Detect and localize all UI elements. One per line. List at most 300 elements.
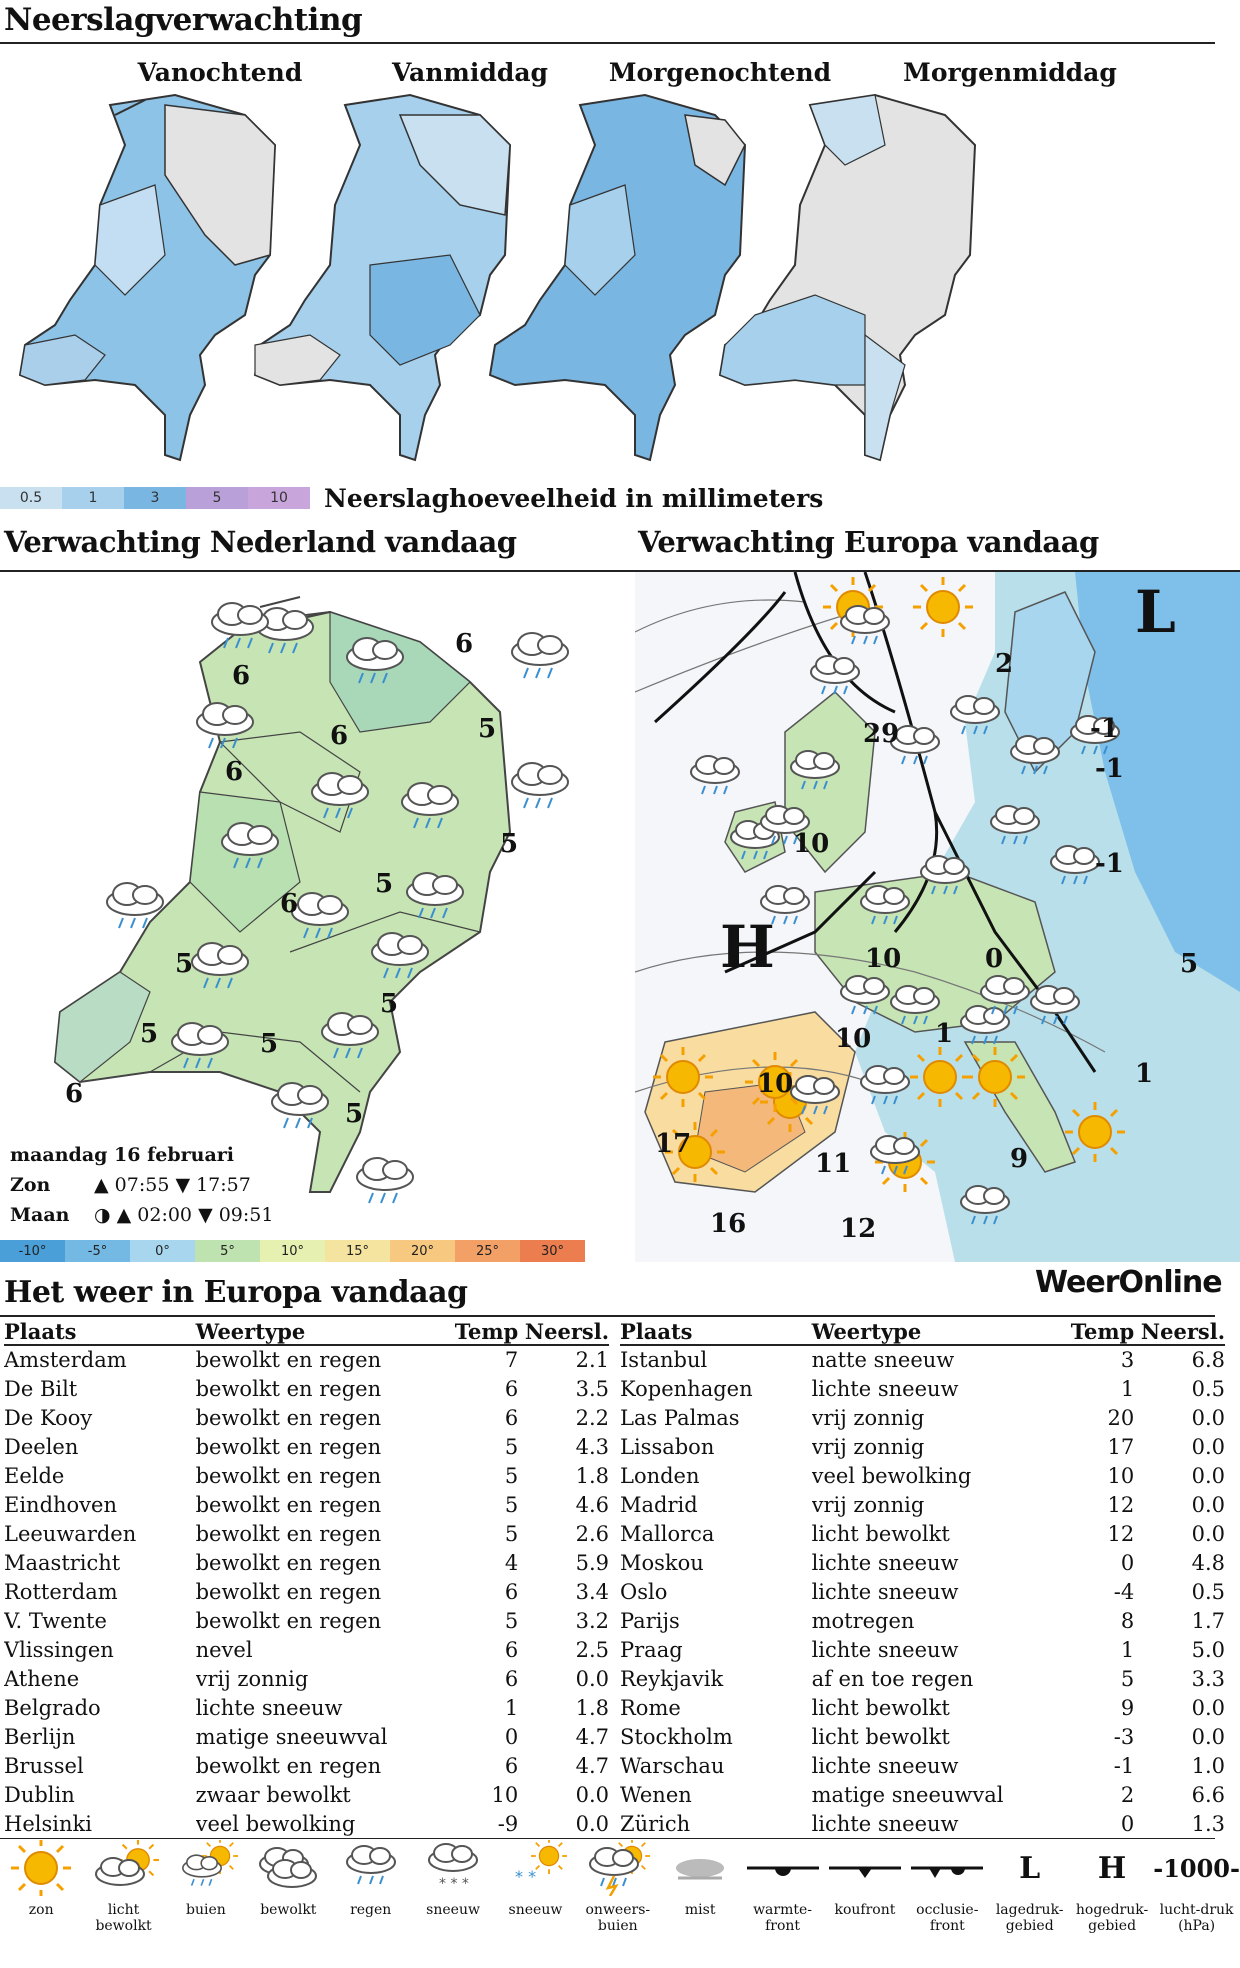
cell-temp: 5 [1120,1666,1135,1691]
nl-temp-2: 6 [455,629,474,659]
table-title: Het weer in Europa vandaag [4,1275,468,1310]
nl-temp-10: 5 [260,1029,279,1059]
table-header-row [620,1318,1225,1345]
table-row [4,1403,609,1432]
cell-precip: 2.2 [575,1405,609,1430]
temp-step-3: 0° [130,1240,195,1262]
nl-temp-6: 5 [375,869,394,899]
table-row [620,1403,1225,1432]
cell-temp: 12 [1107,1492,1135,1517]
legend-item-cloudy [247,1840,329,1968]
cell-precip: 6.8 [1191,1348,1225,1372]
eu-temp-11: 17 [655,1129,692,1159]
sun-moon-info [10,1140,273,1230]
nl-temp-13: 6 [65,1079,84,1109]
cell-place: Helsinki [4,1811,92,1836]
cell-place: Brussel [4,1753,84,1778]
cell-weather-type: bewolkt en regen [195,1579,382,1604]
cold-front-icon [825,1840,905,1896]
cell-weather-type: bewolkt en regen [195,1753,382,1778]
table-row [4,1461,609,1490]
table-row [620,1374,1225,1403]
table-row [620,1519,1225,1548]
cell-place: Reykjavik [620,1666,724,1691]
legend-step-4: 5 [186,487,248,509]
nl-temp-4: 5 [478,714,497,744]
cell-temp: 6 [504,1753,519,1778]
cell-temp: 12 [1107,1521,1135,1546]
cell-weather-type: bewolkt en regen [195,1608,382,1633]
nl-temp-12: 5 [345,1099,364,1129]
table-row [4,1519,609,1548]
page-title: Neerslagverwachting [4,2,363,38]
legend-item-partly-cloudy [82,1840,164,1968]
high-pressure-label: H [720,913,775,981]
cell-place: Stockholm [620,1724,733,1749]
cell-precip: 0.0 [1191,1724,1225,1749]
cell-place: Belgrado [4,1695,101,1720]
cell-weather-type: lichte sneeuw [811,1753,959,1778]
legend-step-5: 10 [248,487,310,509]
cell-place: Mallorca [620,1521,715,1546]
cell-precip: 5.9 [575,1550,609,1575]
cell-temp: 1 [1120,1376,1135,1401]
cell-place: Zürich [620,1811,691,1836]
cell-weather-type: bewolkt en regen [195,1405,382,1430]
table-row [4,1577,609,1606]
cell-weather-type: vrij zonnig [195,1666,309,1691]
legend-label: mist [684,1902,716,1918]
legend-label: lucht-druk (hPa) [1159,1902,1234,1934]
cell-place: Eindhoven [4,1492,117,1517]
legend-item-occluded-front [906,1840,988,1968]
temp-step-6: 15° [325,1240,390,1262]
table-header-row [4,1318,609,1345]
cell-place: Kopenhagen [620,1376,753,1401]
cell-weather-type: bewolkt en regen [195,1492,382,1517]
cell-precip: 0.0 [1191,1492,1225,1517]
cell-precip: 6.6 [1191,1782,1225,1807]
table-row [4,1664,609,1693]
table-row [4,1722,609,1751]
cell-precip: 1.8 [575,1695,609,1720]
cell-precip: 1.3 [1191,1811,1225,1836]
fog-icon [665,1840,735,1896]
nl-temp-8: 5 [380,989,399,1019]
legend-item-thunder [577,1840,659,1968]
table-row [620,1693,1225,1722]
precip-legend [0,485,823,511]
header-temp: Temp [438,1318,519,1345]
cell-precip: 3.3 [1191,1666,1225,1691]
nl-temp-11: 5 [140,1019,159,1049]
eu-temp-4: 10 [793,829,830,859]
moon-label: Maan [10,1204,70,1226]
table-row [620,1490,1225,1519]
legend-item-low-pressure [989,1840,1071,1968]
cell-precip: 3.4 [575,1579,609,1604]
temp-step-9: 30° [520,1240,585,1262]
cell-temp: 6 [504,1637,519,1662]
table-row [620,1664,1225,1693]
cell-weather-type: vrij zonnig [811,1434,925,1459]
map-label-2: Vanmiddag [391,58,549,87]
cell-place: Londen [620,1463,700,1488]
cell-weather-type: bewolkt en regen [195,1463,382,1488]
cell-precip: 0.0 [1191,1521,1225,1546]
occluded-front-icon [907,1840,987,1896]
eu-temp-10: 11 [815,1149,852,1179]
sun-times: ▲ 07:55 ▼ 17:57 [94,1174,251,1196]
legend-label: sneeuw [508,1902,563,1918]
eu-temp-16: -1 [1095,849,1124,879]
cell-weather-type: bewolkt en regen [195,1550,382,1575]
cell-temp: 5 [504,1521,519,1546]
cell-weather-type: af en toe regen [811,1666,974,1691]
cell-precip: 5.0 [1191,1637,1225,1662]
eu-temp-12: 16 [710,1209,747,1239]
header-type: Weertype [812,1318,1054,1345]
cell-weather-type: zwaar bewolkt [195,1782,351,1807]
eu-temp-13: 12 [840,1214,877,1244]
low-pressure-label: L [1135,578,1176,646]
table-row [620,1635,1225,1664]
europe-weather-table-left [4,1318,609,1838]
cell-weather-type: vrij zonnig [811,1492,925,1517]
cell-precip: 0.0 [1191,1405,1225,1430]
cell-precip: 4.7 [575,1724,609,1749]
nl-temp-7: 6 [225,757,244,787]
cell-place: Amsterdam [4,1348,127,1372]
table-rule [0,1315,1215,1317]
legend-step-1: 0.5 [0,487,62,509]
cell-temp: 5 [504,1434,519,1459]
cell-temp: 1 [1120,1637,1135,1662]
cell-precip: 1.0 [1191,1753,1225,1778]
legend-item-warm-front [741,1840,823,1968]
map-label-3: Morgenochtend [608,58,832,87]
table-row [620,1809,1225,1838]
cloudy-icon [253,1840,323,1896]
cell-weather-type: motregen [811,1608,915,1633]
legend-label: licht bewolkt [95,1902,152,1934]
eu-temp-9: 10 [757,1069,794,1099]
sun-row [10,1170,273,1200]
legend-label: lagedruk-gebied [995,1902,1064,1934]
legend-item-cold-front [824,1840,906,1968]
cell-place: Rotterdam [4,1579,118,1604]
map-label-1: Vanochtend [137,58,303,87]
showers-icon [171,1840,241,1896]
legend-step-2: 1 [62,487,124,509]
cell-place: Moskou [620,1550,704,1575]
table-row [4,1345,609,1374]
legend-label: sneeuw [426,1902,480,1918]
legend-item-showers [165,1840,247,1968]
nl-temp-1: 6 [232,661,251,691]
eu-temp-7: 10 [835,1024,872,1054]
table-row [620,1461,1225,1490]
cell-temp: -1 [1113,1753,1135,1778]
cell-temp: 2 [1120,1782,1135,1807]
cell-precip: 4.6 [575,1492,609,1517]
moon-times: ◑ ▲ 02:00 ▼ 09:51 [94,1204,274,1226]
temp-step-5: 10° [260,1240,325,1262]
cell-place: V. Twente [4,1608,107,1633]
legend-label: warmte-front [753,1902,813,1934]
table-row [4,1693,609,1722]
legend-label: bewolkt [260,1902,317,1918]
legend-item-isobar [1153,1840,1240,1968]
cell-precip: 1.7 [1191,1608,1225,1633]
europe-weather-table-right [620,1318,1225,1838]
precip-map-4 [715,85,995,465]
low-pressure-icon: L [1019,1850,1041,1886]
cell-weather-type: lichte sneeuw [811,1579,959,1604]
cell-place: Berlijn [4,1724,76,1749]
table-row [4,1374,609,1403]
cell-temp: 0 [1120,1811,1135,1836]
sun-icon [11,1840,71,1896]
warm-front-icon [743,1840,823,1896]
cell-weather-type: licht bewolkt [811,1724,950,1749]
legend-item-rain [330,1840,412,1968]
sun-label: Zon [10,1174,51,1196]
table-row [4,1751,609,1780]
title-rule [0,42,1215,44]
temperature-scale [0,1240,585,1262]
cell-precip: 4.8 [1191,1550,1225,1575]
cell-weather-type: bewolkt en regen [195,1434,382,1459]
cell-place: De Kooy [4,1405,93,1430]
cell-weather-type: veel bewolking [195,1811,356,1836]
cell-place: Lissabon [620,1434,715,1459]
eu-temp-15: -1 [1095,754,1124,784]
cell-place: Oslo [620,1579,668,1604]
map-label-4: Morgenmiddag [903,58,1117,87]
cell-weather-type: licht bewolkt [811,1521,950,1546]
cell-weather-type: lichte sneeuw [811,1811,959,1836]
weeronline-logo: WeerOnline [1035,1265,1222,1300]
cell-temp: 5 [504,1463,519,1488]
cell-place: Dublin [4,1782,75,1807]
cell-temp: 0 [1120,1550,1135,1575]
cell-temp: 3 [1120,1348,1135,1372]
cell-weather-type: bewolkt en regen [195,1521,382,1546]
table-row [620,1722,1225,1751]
eu-temp-6: 0 [985,944,1004,974]
cell-place: Deelen [4,1434,79,1459]
cell-precip: 3.5 [575,1376,609,1401]
cell-temp: 10 [491,1782,519,1807]
cell-place: Athene [4,1666,80,1691]
legend-label: buien [186,1902,226,1918]
table-row [4,1548,609,1577]
legend-rule [0,1838,1215,1839]
svg-text:* *: * * [515,1867,537,1886]
cell-precip: 0.0 [1191,1463,1225,1488]
cell-temp: 6 [504,1376,519,1401]
thunder-showers-icon [583,1840,653,1896]
snow-shower-icon [500,1840,570,1896]
legend-label: zon [28,1902,54,1918]
cell-weather-type: matige sneeuwval [195,1724,388,1749]
legend-item-sun [0,1840,82,1968]
cell-precip: 0.0 [1191,1434,1225,1459]
cell-place: Rome [620,1695,681,1720]
temp-step-4: 5° [195,1240,260,1262]
temp-step-1: -10° [0,1240,65,1262]
moon-row [10,1200,273,1230]
cell-precip: 0.0 [575,1666,609,1691]
header-precip: Neersl. [518,1318,609,1345]
cell-place: Parijs [620,1608,680,1633]
cell-precip: 0.5 [1191,1376,1225,1401]
cell-precip: 4.7 [575,1753,609,1778]
temp-step-2: -5° [65,1240,130,1262]
eu-forecast-map [635,572,1240,1262]
cell-weather-type: nevel [195,1637,253,1662]
cell-temp: -3 [1113,1724,1135,1749]
cell-temp: 0 [504,1724,519,1749]
svg-text:* * *: * * * [439,1876,469,1892]
cell-weather-type: matige sneeuwval [811,1782,1004,1807]
cell-place: Eelde [4,1463,65,1488]
cell-temp: 9 [1120,1695,1135,1720]
legend-label: regen [350,1902,392,1918]
cell-place: Praag [620,1637,683,1662]
table-row [4,1809,609,1838]
cell-temp: 1 [504,1695,519,1720]
cell-precip: 3.2 [575,1608,609,1633]
legend-label: hogedruk-gebied [1075,1902,1149,1934]
eu-temp-1: 2 [995,649,1014,679]
legend-label: occlusie-front [916,1902,979,1934]
eu-temp-2: -1 [1090,714,1119,744]
cell-place: Madrid [620,1492,698,1517]
cell-precip: 0.0 [1191,1695,1225,1720]
cell-temp: 20 [1107,1405,1135,1430]
rain-icon [336,1840,406,1896]
cell-weather-type: lichte sneeuw [811,1550,959,1575]
cell-temp: 4 [504,1550,519,1575]
eu-temp-3: 29 [863,719,900,749]
eu-temp-14: 9 [1010,1144,1029,1174]
cell-place: Leeuwarden [4,1521,137,1546]
cell-place: Las Palmas [620,1405,740,1430]
cell-precip: 2.6 [575,1521,609,1546]
cell-place: De Bilt [4,1376,78,1401]
legend-item-fog [659,1840,741,1968]
table-row [4,1635,609,1664]
eu-temp-5: 10 [865,944,902,974]
table-row [620,1432,1225,1461]
cell-precip: 0.0 [575,1782,609,1807]
high-pressure-icon: H [1097,1850,1127,1886]
cell-weather-type: bewolkt en regen [195,1376,382,1401]
nl-temp-14: 5 [175,949,194,979]
temp-step-7: 20° [390,1240,455,1262]
cell-temp: -9 [497,1811,519,1836]
header-type: Weertype [196,1318,438,1345]
table-row [620,1606,1225,1635]
table-row [620,1548,1225,1577]
nl-forecast-title: Verwachting Nederland vandaag [4,525,517,559]
cell-precip: 0.5 [1191,1579,1225,1604]
table-row [620,1577,1225,1606]
table-row [4,1780,609,1809]
cell-weather-type: natte sneeuw [811,1348,955,1372]
temp-step-8: 25° [455,1240,520,1262]
header-place: Plaats [620,1318,812,1345]
legend-label: koufront [834,1902,896,1918]
cell-weather-type: lichte sneeuw [195,1695,343,1720]
precip-legend-text: Neerslaghoeveelheid in millimeters [324,483,824,513]
partly-cloudy-icon [89,1840,159,1896]
table-row [620,1345,1225,1374]
icon-legend [0,1840,1240,1968]
forecast-date: maandag 16 februari [10,1144,235,1166]
nl-temp-3: 6 [330,721,349,751]
cell-weather-type: lichte sneeuw [811,1376,959,1401]
eu-forecast-title: Verwachting Europa vandaag [638,525,1099,559]
nl-temp-5: 5 [500,829,519,859]
cell-temp: 8 [1120,1608,1135,1633]
cell-precip: 4.3 [575,1434,609,1459]
cell-precip: 0.0 [575,1811,609,1836]
header-precip: Neersl. [1134,1318,1225,1345]
cell-temp: 5 [504,1608,519,1633]
snow-icon [418,1840,488,1896]
cell-place: Warschau [620,1753,725,1778]
cell-temp: 6 [504,1405,519,1430]
cell-place: Istanbul [620,1348,708,1372]
cell-temp: 6 [504,1579,519,1604]
cell-place: Maastricht [4,1550,121,1575]
cell-temp: 5 [504,1492,519,1517]
cell-weather-type: bewolkt en regen [195,1348,382,1372]
cell-precip: 1.8 [575,1463,609,1488]
eu-temp-17: 5 [1180,949,1199,979]
cell-place: Wenen [620,1782,692,1807]
header-place: Plaats [4,1318,196,1345]
cell-weather-type: veel bewolking [811,1463,972,1488]
table-row [620,1780,1225,1809]
legend-label: onweers-buien [585,1902,651,1934]
legend-item-snow [412,1840,494,1968]
cell-temp: 7 [504,1348,519,1372]
cell-temp: 17 [1107,1434,1135,1459]
isobar-icon: -1000- [1153,1853,1240,1883]
cell-weather-type: vrij zonnig [811,1405,925,1430]
cell-place: Vlissingen [4,1637,114,1662]
table-row [4,1490,609,1519]
legend-item-snow-shower [494,1840,576,1968]
eu-temp-18: 1 [1135,1059,1154,1089]
header-temp: Temp [1054,1318,1135,1345]
cell-precip: 2.5 [575,1637,609,1662]
cell-weather-type: licht bewolkt [811,1695,950,1720]
cell-precip: 2.1 [575,1348,609,1372]
cell-temp: -4 [1113,1579,1135,1604]
table-row [4,1606,609,1635]
legend-item-high-pressure [1071,1840,1153,1968]
table-row [4,1432,609,1461]
eu-temp-8: 1 [935,1019,954,1049]
table-row [620,1751,1225,1780]
legend-step-3: 3 [124,487,186,509]
nl-temp-9: 6 [280,889,299,919]
